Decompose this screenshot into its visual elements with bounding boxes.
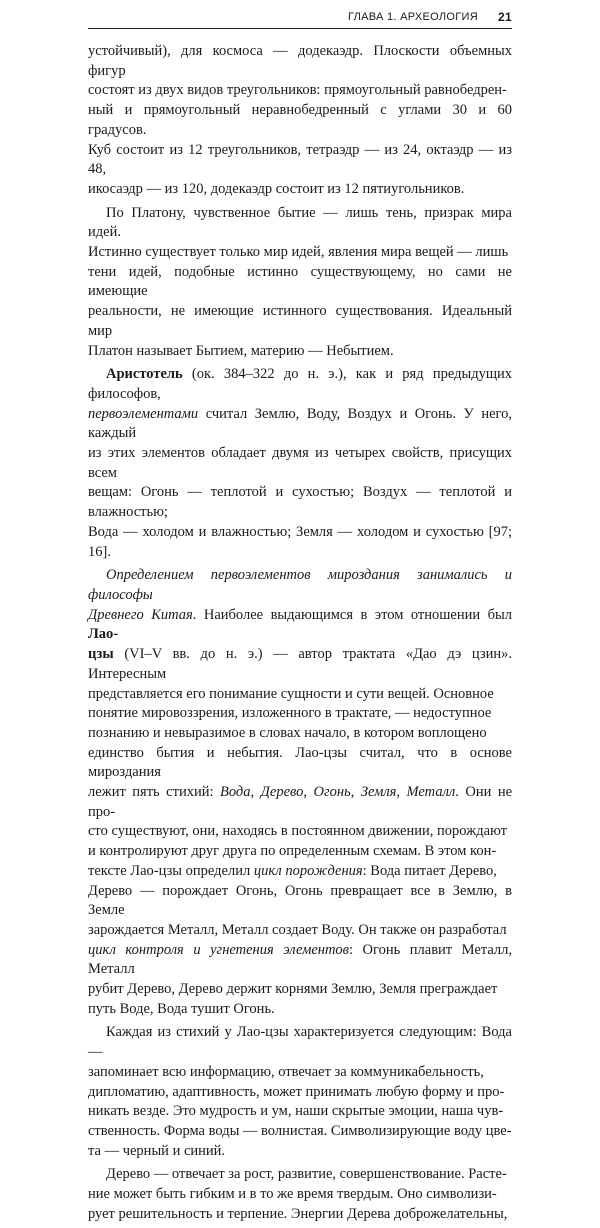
text-line: ние может быть гибким и в то же время твердым. Оно символизи- <box>88 1186 497 1203</box>
text-line: дипломатию, адаптивность, может принимать любую форму и про- <box>88 1083 505 1100</box>
paragraph-4 <box>88 566 512 1019</box>
element-term: Огонь <box>313 784 351 801</box>
text-line <box>88 862 512 882</box>
text-run: , <box>250 784 261 801</box>
text-line: По Платону, чувственное бытие — лишь тень, призрак мира идей. <box>88 204 512 241</box>
text-line: ственность. Форма воды — волнистая. Символизирующие воду цве- <box>88 1122 512 1139</box>
text-line <box>88 783 512 822</box>
chapter-title: ГЛАВА 1. АРХЕОЛОГИЯ <box>347 11 478 23</box>
text-run: , <box>303 784 314 801</box>
philosopher-name: Лао- <box>88 626 119 643</box>
text-line: Истинно существует только мир идей, явления мира вещей — лишь <box>88 244 509 261</box>
text-line: запоминает всю информацию, отвечает за коммуникабельность, <box>88 1063 484 1080</box>
element-term: Металл <box>406 784 456 801</box>
text-line: Куб состоит из 12 треугольников, тетраэдр — из 24, октаэдр — из 48, <box>88 141 512 178</box>
text-line <box>88 941 512 980</box>
text-line: Платон называет Бытием, материю — Небытием. <box>88 342 394 359</box>
text-run: , <box>350 784 361 801</box>
text-line: и контролируют друг друга по определенным схемам. В этом кон- <box>88 843 497 860</box>
text-run: лежит пять стихий: <box>88 784 221 801</box>
text-line: реальности, не имеющие истинного существования. Идеальный мир <box>88 303 512 339</box>
text-line: рубит Дерево, Дерево держит корнями Землю, Земля преграждает <box>88 981 498 998</box>
text-line: сто существуют, они, находясь в постоянном движении, порождают <box>88 823 507 840</box>
text-line: ный и прямоугольный неравнобедренный с углами 30 и 60 градусов. <box>88 102 512 138</box>
text-line: представляется его понимание сущности и сути вещей. Основное <box>88 685 494 702</box>
element-term: Дерево <box>260 784 304 801</box>
term-emphasis: цикл порождения <box>253 862 363 879</box>
text-line: вещам: Огонь — теплотой и сухостью; Воздух — теплотой и влажностью; <box>88 484 512 521</box>
text-line: зарождается Металл, Металл создает Воду. Он также он разработал <box>88 921 507 938</box>
text-line <box>88 606 512 645</box>
philosopher-name: Аристотель <box>106 366 183 383</box>
text-line: путь Воде, Вода тушит Огонь. <box>88 1000 275 1017</box>
text-line: познанию и невыразимое в словах начало, в котором воплощено <box>88 724 487 741</box>
paragraph-3 <box>88 365 512 562</box>
text-line <box>88 645 512 684</box>
text-line: никать везде. Это мудрость и ум, наши скрытые эмоции, наша чув- <box>88 1103 504 1120</box>
page-body <box>88 42 512 1228</box>
text-line: из этих элементов обладает двумя из четырех свойств, присущих всем <box>88 445 512 481</box>
text-line: понятие мировоззрения, изложенного в трактате, — недоступное <box>88 705 492 722</box>
term-emphasis: цикл контроля и угнетения элементов <box>88 941 349 958</box>
text-line <box>88 365 512 404</box>
page-number: 21 <box>498 10 512 24</box>
text-line: Дерево — порождает Огонь, Огонь превращает все в Землю, в Земле <box>88 882 512 919</box>
text-line <box>88 405 512 444</box>
text-line: устойчивый), для космоса — додекаэдр. Плоскости объемных фигур <box>88 43 512 79</box>
text-run: тексте Лао-цзы определил <box>88 862 254 879</box>
element-term: Вода <box>220 784 251 801</box>
paragraph-2 <box>88 204 512 362</box>
term-emphasis: первоэлементами <box>88 405 199 422</box>
text-line: икосаэдр — из 120, додекаэдр состоит из 12 пятиугольников. <box>88 180 465 197</box>
text-run: (VI–V вв. до н. э.) — автор трактата «Дао дэ цзин». Интересным <box>88 646 512 682</box>
paragraph-5 <box>88 1023 512 1161</box>
text-run: считал Землю, Воду, Воздух и Огонь. У него, каждый <box>88 405 512 442</box>
text-line: состоят из двух видов треугольников: прямоугольный равнобедрен- <box>88 82 507 99</box>
text-line: единство бытия и небытия. Лао-цзы считал, что в основе мироздания <box>88 744 512 781</box>
element-term: Земля <box>360 784 397 801</box>
text-line: Дерево — отвечает за рост, развитие, совершенствование. Расте- <box>106 1166 507 1183</box>
text-run: : Вода питает Дерево, <box>362 862 497 879</box>
text-run: , <box>396 784 407 801</box>
paragraph-6 <box>88 1165 512 1224</box>
running-header <box>88 8 512 26</box>
text-run: . Они не про- <box>88 784 513 820</box>
text-line: Каждая из стихий у Лао-цзы характеризуется следующим: Вода — <box>88 1024 512 1061</box>
text-emphasis: Древнего Китая <box>88 606 193 623</box>
paragraph-1 <box>88 42 512 200</box>
text-line: тени идей, подобные истинно существующему, но сами не имеющие <box>88 263 512 300</box>
text-run: . Наиболее выдающимся в этом отношении был <box>192 606 512 623</box>
text-line: Определением первоэлементов мироздания занимались и философы <box>88 567 512 603</box>
text-line: рует решительность и терпение. Энергии Дерева доброжелательны, <box>88 1205 508 1222</box>
text-line: та — черный и синий. <box>88 1142 226 1159</box>
header-rule <box>88 28 512 29</box>
text-line: Вода — холодом и влажностью; Земля — холодом и сухостью [97; 16]. <box>88 523 512 560</box>
text-run: : Огонь плавит Металл, Металл <box>88 941 512 978</box>
text-run: (ок. 384–322 до н. э.), как и ряд предыдущих философов, <box>88 366 512 402</box>
philosopher-name: цзы <box>88 646 114 663</box>
